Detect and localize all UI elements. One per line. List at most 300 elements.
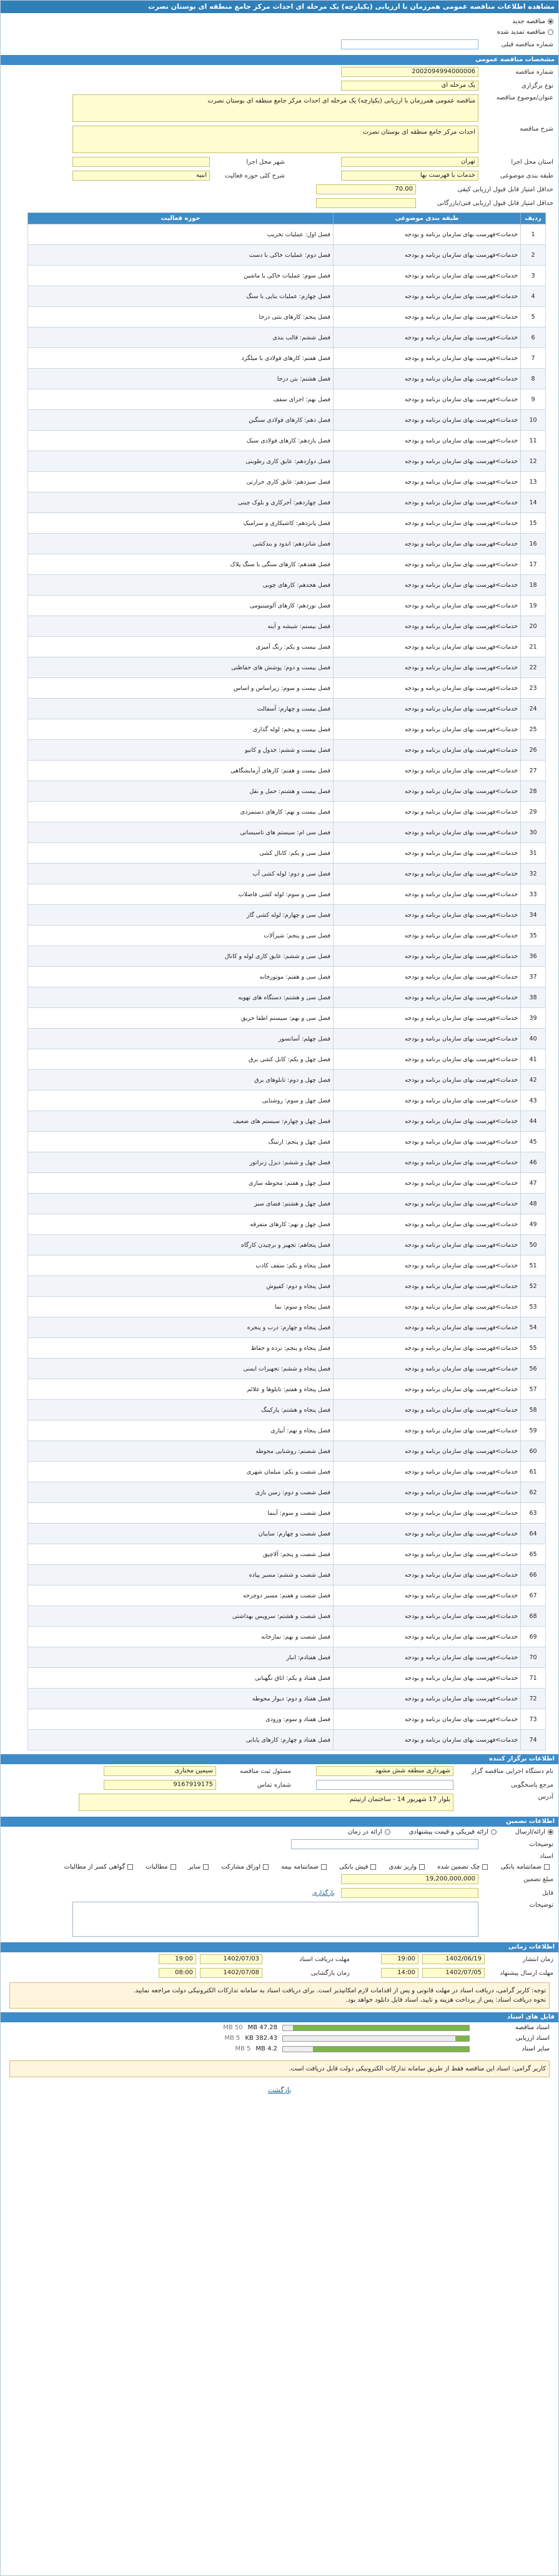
file3-row [1,2044,558,2054]
guarantee-type-row [1,1827,558,1837]
row-category: خدمات>فهرست بهای سازمان برنامه و بودجه [334,1297,521,1317]
doc6-checkbox[interactable] [263,1864,269,1870]
province-label: استان محل اجرا [511,158,553,166]
guarantee-desc-label: توضیحات [529,1902,553,1909]
row-category: خدمات>فهرست بهای سازمان برنامه و بودجه [334,1235,521,1256]
amount-field: 19,200,000,000 [341,1874,478,1884]
row-title: فصل شصت و یکم: مبلمان شهری [28,1462,334,1482]
min-score-field [316,198,416,208]
row-number: 55 [521,1338,546,1359]
min-score-label: حداقل امتیاز قابل قبول ارزیابی فنی/بازرگانی [437,199,553,207]
contact-label: مسئول ثبت مناقصه [240,1767,291,1775]
row-title: فصل بیست و ششم: جدول و کانیو [28,740,334,761]
location-row [1,155,558,169]
doc1-label: ضمانتنامه بانکی [500,1864,542,1870]
row-number: 74 [521,1730,546,1750]
table-row [28,1152,546,1173]
row-title: فصل شصت و پنجم: آلاچیق [28,1544,334,1565]
doc-deadline-date: 1402/07/03 [200,1954,262,1964]
organizer-name-label: نام دستگاه اجرایی مناقصه گزار [472,1767,553,1775]
row-title: فصل دوم: عملیات خاکی با دست [28,245,334,266]
row-number: 47 [521,1173,546,1194]
table-row [28,554,546,575]
publish-date: 1402/06/19 [422,1954,485,1964]
row-number: 6 [521,327,546,348]
type-field: یک مرحله ای [341,81,478,91]
timeline-row-1 [1,1952,558,1966]
row-category: خدمات>فهرست بهای سازمان برنامه و بودجه [334,1029,521,1049]
table-row [28,1256,546,1276]
subject-label: عنوان/موضوع مناقصه [496,94,553,101]
classification-row [1,169,558,182]
subject-field: مناقصه عمومی همرزمان با ارزیابی (یکپارچه) یک مرحله ای احداث مرکز جامع منطقه ای بوستان نصرت [72,94,478,122]
row-category: خدمات>فهرست بهای سازمان برنامه و بودجه [334,1647,521,1668]
row-title: فصل هشتم: بتن درجا [28,369,334,389]
row-number: 11 [521,431,546,451]
table-row [28,1482,546,1503]
address-field: بلوار 17 شهریور 14 - ساختمان ارتینتم [79,1794,453,1811]
prev-tender-row [1,37,558,51]
doc4-checkbox[interactable] [370,1864,376,1870]
doc4-item [339,1864,376,1870]
activity-label: شرح کلی حوزه فعالیت [224,172,285,179]
row-category: خدمات>فهرست بهای سازمان برنامه و بودجه [334,1091,521,1111]
row-title: فصل چهل و نهم: کارهای متفرقه [28,1214,334,1235]
row-category: خدمات>فهرست بهای سازمان برنامه و بودجه [334,1482,521,1503]
guarantee-desc-row [1,1900,558,1939]
prev-tender-field[interactable] [341,39,478,49]
file-row [1,1886,558,1900]
opt1-radio[interactable] [548,1829,553,1835]
table-row [28,1709,546,1730]
opening-label: زمان بازگشایی [310,1969,350,1977]
row-category: خدمات>فهرست بهای سازمان برنامه و بودجه [334,1420,521,1441]
row-number: 53 [521,1297,546,1317]
timeline-section-title: اطلاعات زمانی [1,1942,558,1952]
table-row [28,905,546,926]
row-title: فصل بیست و دوم: پوشش های حفاظتی [28,657,334,678]
city-field [72,157,210,167]
doc2-checkbox[interactable] [482,1864,488,1870]
row-category: خدمات>فهرست بهای سازمان برنامه و بودجه [334,1544,521,1565]
table-row [28,802,546,822]
file1-max: 50 MB [223,2024,243,2031]
file-field [341,1888,478,1898]
table-row [28,967,546,987]
row-number: 40 [521,1029,546,1049]
table-row [28,1029,546,1049]
min-quality-label: حداقل امتیاز قابل قبول ارزیابی کیفی [457,186,553,193]
table-row [28,1297,546,1317]
table-row [28,1544,546,1565]
type-row [1,79,558,92]
footer-notice: کاربر گرامی: اسناد این مناقصه فقط از طریق سامانه تدارکات الکترونیکی دولت قابل دریافت است. [9,2060,550,2077]
row-title: فصل چهل و هشتم: فضای سبز [28,1194,334,1214]
row-number: 8 [521,369,546,389]
notice-text-2: نحوه دریافت اسناد: پس از پرداخت هزینه و تایید، اسناد قابل دانلود خواهد بود. [345,1997,546,2004]
doc8-label: مطالبات [146,1864,168,1870]
row-number: 14 [521,492,546,513]
table-row [28,1462,546,1482]
row-title: فصل پنجاه و ششم: تجهیزات ایمنی [28,1359,334,1379]
row-title: فصل هفدهم: کارهای سنگی با سنگ پلاک [28,554,334,575]
file1-progress-fill [293,2025,469,2030]
table-row [28,1173,546,1194]
amount-label: مبلغ تضمین [523,1875,553,1883]
row-category: خدمات>فهرست بهای سازمان برنامه و بودجه [334,1606,521,1627]
table-row [28,1524,546,1544]
row-title: فصل دهم: کارهای فولادی سنگین [28,410,334,431]
table-row [28,1214,546,1235]
doc5-label: ضمانتنامه بیمه [281,1864,319,1870]
row-category: خدمات>فهرست بهای سازمان برنامه و بودجه [334,431,521,451]
row-number: 5 [521,307,546,327]
row-title: فصل شصت و سوم: آبنما [28,1503,334,1524]
row-number: 16 [521,534,546,554]
row-number: 68 [521,1606,546,1627]
row-category: خدمات>فهرست بهای سازمان برنامه و بودجه [334,1689,521,1709]
doc7-item [189,1864,209,1870]
tender-number-row [1,65,558,79]
row-category: خدمات>فهرست بهای سازمان برنامه و بودجه [334,1152,521,1173]
row-category: خدمات>فهرست بهای سازمان برنامه و بودجه [334,1565,521,1585]
table-row [28,1194,546,1214]
row-number: 9 [521,389,546,410]
row-title: فصل سی و دوم: لوله کشی آب [28,864,334,884]
row-title: فصل چهل و هفتم: محوطه سازی [28,1173,334,1194]
opt3-label: ارائه در زمان [347,1829,382,1835]
row-title: فصل سی و سوم: لوله کشی فاضلاب [28,884,334,905]
row-title: فصل هفتاد و یکم: اتاق نگهبانی [28,1668,334,1689]
type-label: نوع برگزاری [521,82,553,89]
row-category: خدمات>فهرست بهای سازمان برنامه و بودجه [334,307,521,327]
row-title: فصل پنجاه و پنجم: نرده و حفاظ [28,1338,334,1359]
file1-size: 47.28 MB [247,2024,277,2031]
row-number: 24 [521,699,546,719]
row-number: 37 [521,967,546,987]
row-number: 71 [521,1668,546,1689]
row-category: خدمات>فهرست بهای سازمان برنامه و بودجه [334,472,521,492]
row-number: 35 [521,926,546,946]
row-category: خدمات>فهرست بهای سازمان برنامه و بودجه [334,761,521,781]
file1-name: اسناد مناقصه [515,2024,550,2031]
row-title: فصل چهل و چهارم: سیستم های ضعیف [28,1111,334,1132]
table-row [28,740,546,761]
notice-text-1: توجه: کاربر گرامی، دریافت اسناد در مهلت قانونی و پس از اقدامات لازم امکانپذیر است. برای دریافت اسناد به سامانه تدارکات الکترونیکی دولت مراجعه نمایید. [133,1987,546,1994]
row-number: 28 [521,781,546,802]
row-category: خدمات>فهرست بهای سازمان برنامه و بودجه [334,1441,521,1462]
row-category: خدمات>فهرست بهای سازمان برنامه و بودجه [334,987,521,1008]
row-category: خدمات>فهرست بهای سازمان برنامه و بودجه [334,492,521,513]
row-category: خدمات>فهرست بهای سازمان برنامه و بودجه [334,513,521,534]
guarantee-notes-title: توضیحات [529,1840,553,1848]
row-category: خدمات>فهرست بهای سازمان برنامه و بودجه [334,596,521,616]
row-category: خدمات>فهرست بهای سازمان برنامه و بودجه [334,843,521,864]
description-label: شرح مناقصه [520,126,553,132]
file3-max: 5 MB [235,2045,251,2052]
table-row [28,327,546,348]
row-category: خدمات>فهرست بهای سازمان برنامه و بودجه [334,1730,521,1750]
doc6-label: اوراق مشارکت [221,1864,261,1870]
row-category: خدمات>فهرست بهای سازمان برنامه و بودجه [334,946,521,967]
row-number: 59 [521,1420,546,1441]
row-number: 34 [521,905,546,926]
row-title: فصل چهل و پنجم: ارتینگ [28,1132,334,1152]
file-label: فایل [542,1889,553,1897]
doc2-label: چک تضمین شده [437,1864,480,1870]
row-number: 72 [521,1689,546,1709]
table-row [28,1647,546,1668]
row-title: فصل شصت و دوم: زمین بازی [28,1482,334,1503]
row-number: 39 [521,1008,546,1029]
row-category: خدمات>فهرست بهای سازمان برنامه و بودجه [334,802,521,822]
row-number: 33 [521,884,546,905]
row-category: خدمات>فهرست بهای سازمان برنامه و بودجه [334,575,521,596]
row-number: 1 [521,224,546,245]
row-category: خدمات>فهرست بهای سازمان برنامه و بودجه [334,1585,521,1606]
row-number: 46 [521,1152,546,1173]
opt2-radio[interactable] [491,1829,497,1835]
row-number: 15 [521,513,546,534]
table-row [28,1111,546,1132]
row-number: 52 [521,1276,546,1297]
row-number: 7 [521,348,546,369]
guarantee-notes-field[interactable] [291,1839,478,1849]
ref-field[interactable] [316,1780,453,1790]
doc4-label: فیش بانکی [339,1864,369,1870]
row-category: خدمات>فهرست بهای سازمان برنامه و بودجه [334,327,521,348]
row-category: خدمات>فهرست بهای سازمان برنامه و بودجه [334,286,521,307]
row-category: خدمات>فهرست بهای سازمان برنامه و بودجه [334,1049,521,1070]
row-number: 48 [521,1194,546,1214]
row-category: خدمات>فهرست بهای سازمان برنامه و بودجه [334,1709,521,1730]
row-category: خدمات>فهرست بهای سازمان برنامه و بودجه [334,884,521,905]
row-category: خدمات>فهرست بهای سازمان برنامه و بودجه [334,678,521,699]
row-number: 12 [521,451,546,472]
row-number: 13 [521,472,546,492]
row-number: 26 [521,740,546,761]
footer-buttons [1,2086,558,2094]
row-title: فصل ششم: قالب بندی [28,327,334,348]
doc1-item [500,1864,550,1870]
table-row [28,596,546,616]
table-row [28,1441,546,1462]
doc6-item [221,1864,269,1870]
row-title: فصل پانزدهم: کاشیکاری و سرامیک [28,513,334,534]
table-row [28,348,546,369]
table-row [28,1132,546,1152]
row-title: فصل شانزدهم: اندود و بندکشی [28,534,334,554]
row-category: خدمات>فهرست بهای سازمان برنامه و بودجه [334,451,521,472]
row-category: خدمات>فهرست بهای سازمان برنامه و بودجه [334,616,521,637]
row-category: خدمات>فهرست بهای سازمان برنامه و بودجه [334,389,521,410]
activity-table [27,212,546,1750]
table-row [28,699,546,719]
table-row [28,1359,546,1379]
table-row [28,245,546,266]
row-category: خدمات>فهرست بهای سازمان برنامه و بودجه [334,657,521,678]
row-title: فصل چهل و ششم: دیزل ژنراتور [28,1152,334,1173]
phone-field: 9167919175 [104,1780,216,1790]
doc8-item [146,1864,176,1870]
guarantee-docs-label: اسناد [540,1853,553,1860]
row-category: خدمات>فهرست بهای سازمان برنامه و بودجه [334,1400,521,1420]
table-row [28,224,546,245]
row-title: فصل پنجاه و سوم: نما [28,1297,334,1317]
row-category: خدمات>فهرست بهای سازمان برنامه و بودجه [334,926,521,946]
row-category: خدمات>فهرست بهای سازمان برنامه و بودجه [334,348,521,369]
address-row [1,1792,558,1813]
table-row [28,946,546,967]
table-row [28,1049,546,1070]
row-title: فصل پنجاه و هفتم: تابلوها و علائم [28,1379,334,1400]
general-section-title: مشخصات مناقصه عمومی [1,55,558,65]
row-title: فصل پنجاه و نهم: آبیاری [28,1420,334,1441]
address-label: آدرس [538,1794,553,1800]
row-number: 50 [521,1235,546,1256]
guarantee-section-title: اطلاعات تضمین [1,1817,558,1827]
doc5-checkbox[interactable] [321,1864,327,1870]
activity-field: ابنیه [72,171,210,181]
row-title: فصل بیست و چهارم: آسفالت [28,699,334,719]
doc3-checkbox[interactable] [419,1864,425,1870]
table-row [28,864,546,884]
file2-progress [282,2035,470,2042]
file-upload-link[interactable]: بارگذاری [312,1889,335,1897]
row-number: 20 [521,616,546,637]
file3-progress [282,2046,470,2052]
row-number: 63 [521,1503,546,1524]
file2-progress-fill [455,2036,469,2041]
row-number: 56 [521,1359,546,1379]
table-row [28,822,546,843]
row-number: 18 [521,575,546,596]
row-title: فصل بیست و نهم: کارهای دستمزدی [28,802,334,822]
doc9-checkbox[interactable] [127,1864,133,1870]
organizer-row-1 [1,1764,558,1778]
row-title: فصل سی و پنجم: شیرآلات [28,926,334,946]
table-row [28,286,546,307]
back-button[interactable]: بازگشت [267,2086,292,2094]
activity-table-header [28,213,546,224]
table-row [28,389,546,410]
row-number: 45 [521,1132,546,1152]
row-number: 38 [521,987,546,1008]
doc-deadline-time: 19:00 [159,1954,196,1964]
prev-tender-label: شماره مناقصه قبلی [501,41,553,48]
tender-extended-row [1,27,558,37]
row-title: فصل شصت و هشتم: سرویس بهداشتی [28,1606,334,1627]
min-quality-row [1,182,558,196]
table-row [28,1338,546,1359]
row-title: فصل سی و نهم: سیستم اطفا حریق [28,1008,334,1029]
table-row [28,884,546,905]
min-score-row [1,196,558,210]
row-category: خدمات>فهرست بهای سازمان برنامه و بودجه [334,369,521,389]
doc8-checkbox[interactable] [171,1864,176,1870]
min-quality-field: 70.00 [316,184,416,194]
tender-extended-radio[interactable] [548,29,553,35]
row-title: فصل نهم: اجرای سقف [28,389,334,410]
row-number: 60 [521,1441,546,1462]
row-category: خدمات>فهرست بهای سازمان برنامه و بودجه [334,822,521,843]
file2-max: 5 MB [224,2035,240,2042]
row-title: فصل چهارم: عملیات بنایی با سنگ [28,286,334,307]
amount-row [1,1872,558,1886]
row-title: فصل نوزدهم: کارهای آلومینیومی [28,596,334,616]
row-title: فصل چهاردهم: آجرکاری و بلوک چینی [28,492,334,513]
row-number: 49 [521,1214,546,1235]
tender-new-radio[interactable] [548,19,553,24]
row-number: 57 [521,1379,546,1400]
tender-status-row [1,13,558,27]
doc1-checkbox[interactable] [544,1864,550,1870]
row-number: 64 [521,1524,546,1544]
timeline-row-2 [1,1966,558,1980]
table-row [28,1379,546,1400]
table-row [28,410,546,431]
tender-number-label: شماره مناقصه [515,68,553,76]
row-category: خدمات>فهرست بهای سازمان برنامه و بودجه [334,1070,521,1091]
publish-time: 19:00 [381,1954,418,1964]
city-label: شهر محل اجرا [246,158,285,166]
row-title: فصل بیستم: شیشه و آینه [28,616,334,637]
table-row [28,266,546,286]
contact-field: سیمین مختاری [104,1766,216,1776]
row-title: فصل بیست و هشتم: حمل و نقل [28,781,334,802]
doc7-checkbox[interactable] [203,1864,209,1870]
row-title: فصل شصت و چهارم: سایبان [28,1524,334,1544]
row-title: فصل بیست و سوم: زیراساس و اساس [28,678,334,699]
row-category: خدمات>فهرست بهای سازمان برنامه و بودجه [334,1379,521,1400]
row-title: فصل بیست و هفتم: کارهای آزمایشگاهی [28,761,334,781]
opt3-radio[interactable] [385,1829,390,1835]
guarantee-desc-field[interactable] [72,1902,478,1937]
row-title: فصل هفتاد و چهارم: کارهای پایانی [28,1730,334,1750]
row-title: فصل هفتادم: انبار [28,1647,334,1668]
classification-field: خدمات با فهرست بها [341,171,478,181]
doc7-label: سایر [188,1864,201,1870]
row-category: خدمات>فهرست بهای سازمان برنامه و بودجه [334,1462,521,1482]
table-row [28,1689,546,1709]
table-row [28,657,546,678]
row-title: فصل سوم: عملیات خاکی با ماشین [28,266,334,286]
row-title: فصل هفتاد و دوم: دیوار محوطه [28,1689,334,1709]
row-category: خدمات>فهرست بهای سازمان برنامه و بودجه [334,1256,521,1276]
activity-table-body [28,224,546,1750]
ref-label: مرجع پاسخگویی [510,1781,553,1789]
row-title: فصل چهلم: آسانسور [28,1029,334,1049]
row-number: 30 [521,822,546,843]
row-title: فصل هفتم: کارهای فولادی با میلگرد [28,348,334,369]
opt1-label: ارائه/ارسال [515,1829,545,1835]
row-category: خدمات>فهرست بهای سازمان برنامه و بودجه [334,1132,521,1152]
row-number: 73 [521,1709,546,1730]
file3-name: سایر اسناد [522,2045,550,2052]
row-category: خدمات>فهرست بهای سازمان برنامه و بودجه [334,967,521,987]
file1-progress [282,2025,470,2031]
col-row: ردیف [521,213,546,224]
row-title: فصل پنجاه و یکم: سقف کاذب [28,1256,334,1276]
row-category: خدمات>فهرست بهای سازمان برنامه و بودجه [334,1317,521,1338]
row-title: فصل سی و ششم: عایق کاری لوله و کانال [28,946,334,967]
table-row [28,1091,546,1111]
row-category: خدمات>فهرست بهای سازمان برنامه و بودجه [334,554,521,575]
row-title: فصل سیزدهم: عایق کاری حرارتی [28,472,334,492]
col-title: حوزه فعالیت [28,213,334,224]
row-category: خدمات>فهرست بهای سازمان برنامه و بودجه [334,719,521,740]
row-title: فصل دوازدهم: عایق کاری رطوبتی [28,451,334,472]
